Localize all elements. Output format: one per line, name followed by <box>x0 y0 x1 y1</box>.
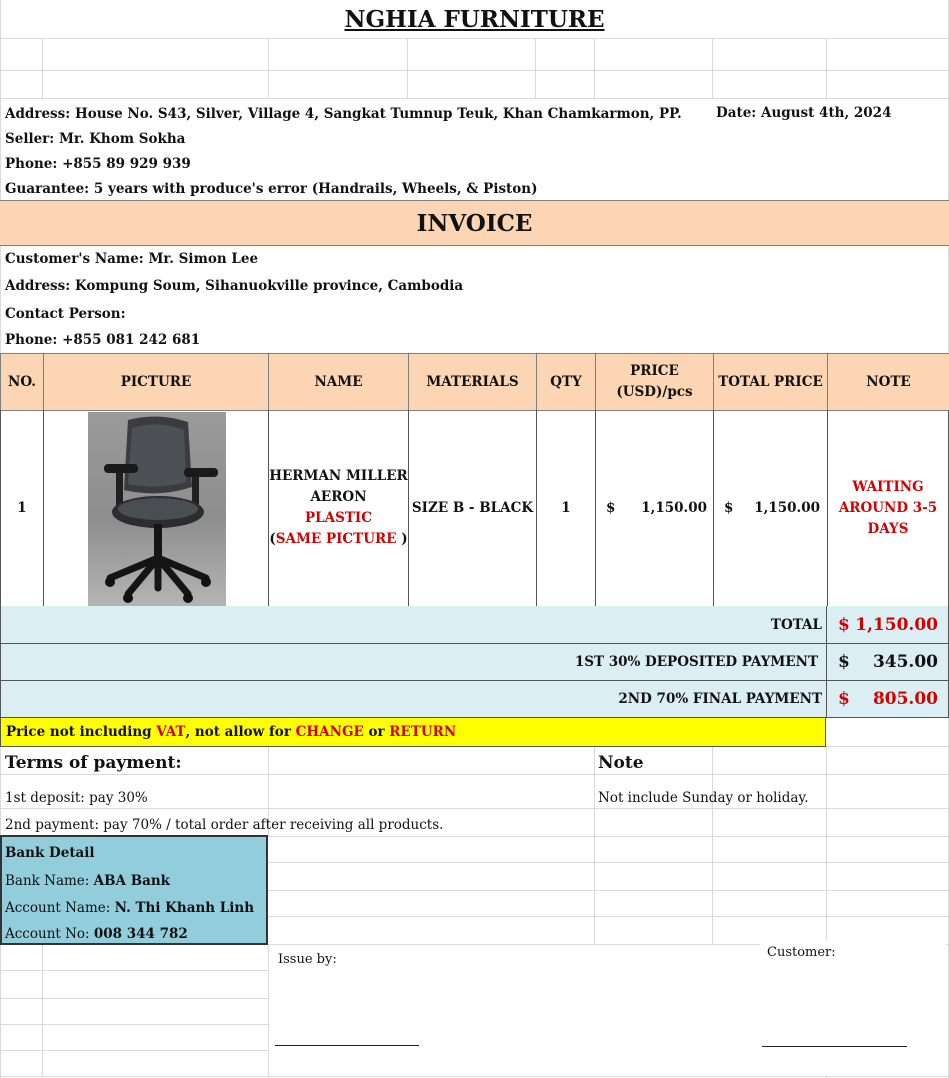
total-amount <box>828 606 948 643</box>
address-value: House No. S43, Silver, Village 4, Sangkat Tumnup Teuk, Khan Chamkarmon, PP. <box>74 106 682 122</box>
customer-name-value: Mr. Simon Lee <box>148 251 259 267</box>
header-picture: PICTURE <box>44 354 269 410</box>
contact-person-label: Contact Person: <box>5 306 126 322</box>
seller-address <box>5 106 682 122</box>
price-currency: $ <box>606 500 616 516</box>
note-line3: DAYS <box>867 520 909 537</box>
row-name <box>269 410 409 606</box>
customer-address-label: Address: <box>5 278 71 294</box>
customer-name <box>5 251 258 267</box>
customer-name-label: Customer's Name: <box>5 251 144 267</box>
company-title: NGHIA FURNITURE <box>344 6 605 33</box>
final-amount <box>828 681 948 717</box>
total-label: TOTAL <box>1 606 827 643</box>
deposit-currency: $ <box>838 652 850 672</box>
product-material-note: PLASTIC <box>305 510 372 526</box>
phone-value: +855 89 929 939 <box>62 156 191 172</box>
terms-line1: 1st deposit: pay 30% <box>5 790 148 806</box>
customer-phone-value: +855 081 242 681 <box>62 332 201 348</box>
product-picture-note <box>269 529 407 550</box>
note-title: Note <box>598 753 644 773</box>
guarantee <box>5 181 538 197</box>
note-text: Not include Sunday or holiday. <box>598 790 809 806</box>
total-amount-currency: $ <box>838 614 850 635</box>
chair-photo <box>88 412 226 606</box>
customer-phone-label: Phone: <box>5 332 58 348</box>
row-picture-cell <box>44 410 269 606</box>
deposit-label: 1ST 30% DEPOSITED PAYMENT <box>1 644 827 680</box>
customer-phone <box>5 332 200 348</box>
header-price-line2: (USD)/pcs <box>616 384 693 400</box>
bank-name-label: Bank Name: <box>5 873 90 889</box>
invoice-date <box>716 105 891 121</box>
seller-label: Seller: <box>5 131 55 147</box>
account-name-value: N. Thi Khanh Linh <box>114 900 255 916</box>
address-label: Address: <box>5 106 71 122</box>
vat-notice <box>0 717 826 747</box>
row-price <box>596 410 714 606</box>
customer-address <box>5 278 463 294</box>
seller-value: Mr. Khom Sokha <box>58 131 186 147</box>
product-name-line2: AERON <box>310 489 367 505</box>
vat-text-return: RETURN <box>389 724 457 740</box>
header-price-line1: PRICE <box>630 363 679 379</box>
table-header <box>0 353 949 411</box>
invoice-banner <box>0 200 949 246</box>
summary-total-row <box>0 606 949 644</box>
row-qty: 1 <box>537 410 596 606</box>
total-value: 1,150.00 <box>754 500 820 516</box>
invoice-title: INVOICE <box>416 209 533 237</box>
bank-title: Bank Detail <box>5 845 95 861</box>
customer-signature-line <box>762 1046 907 1047</box>
deposit-value: 345.00 <box>872 652 938 672</box>
bank-account-no <box>5 926 188 942</box>
row-no: 1 <box>1 410 44 606</box>
row-materials: SIZE B - BLACK <box>409 410 537 606</box>
vat-text-1: Price not including <box>6 724 157 740</box>
row-note <box>828 410 949 606</box>
vat-text-change: CHANGE <box>295 724 364 740</box>
summary-deposit-row <box>0 643 949 681</box>
total-amount-value: 1,150.00 <box>855 614 938 635</box>
summary-final-row <box>0 680 949 718</box>
final-currency: $ <box>838 689 850 709</box>
vat-text-2: , not allow for <box>185 724 296 740</box>
issue-by-label: Issue by: <box>278 952 337 967</box>
guarantee-value: 5 years with produce's error (Handrails, Wheels, & Piston) <box>93 181 538 197</box>
contact-person <box>5 306 126 322</box>
price-value: 1,150.00 <box>641 500 707 516</box>
seller-name <box>5 131 185 147</box>
terms-line2: 2nd payment: pay 70% / total order after receiving all products. <box>5 817 444 833</box>
issue-by-signature-line <box>275 1045 419 1046</box>
header-no: NO. <box>1 354 44 410</box>
guarantee-label: Guarantee: <box>5 181 90 197</box>
vat-text-vat: VAT <box>156 724 186 740</box>
bank-detail-box <box>0 835 268 945</box>
date-label: Date: <box>716 105 757 121</box>
header-qty: QTY <box>537 354 596 410</box>
date-value: August 4th, 2024 <box>760 105 892 121</box>
total-currency: $ <box>724 500 734 516</box>
same-picture-text: SAME PICTURE <box>275 531 397 547</box>
note-line2: AROUND 3-5 <box>838 499 938 516</box>
final-value: 805.00 <box>872 689 938 709</box>
note-line1: WAITING <box>852 478 924 495</box>
vat-text-3: or <box>363 724 390 740</box>
table-row <box>0 410 949 607</box>
phone-label: Phone: <box>5 156 58 172</box>
deposit-amount <box>828 644 948 680</box>
account-no-value: 008 344 782 <box>93 926 188 942</box>
customer-sign-label: Customer: <box>767 945 836 960</box>
header-name: NAME <box>269 354 409 410</box>
bank-name <box>5 873 170 889</box>
header-materials: MATERIALS <box>409 354 537 410</box>
bank-name-value: ABA Bank <box>93 873 171 889</box>
customer-address-value: Kompung Soum, Sihanuokville province, Cambodia <box>74 278 464 294</box>
paren-close: ) <box>396 531 408 547</box>
paren-open: ( <box>269 531 276 547</box>
account-name-label: Account Name: <box>5 900 111 916</box>
header-note: NOTE <box>866 374 911 390</box>
office-chair-icon <box>88 412 226 606</box>
header-total-price: TOTAL PRICE <box>714 354 828 410</box>
terms-title: Terms of payment: <box>5 753 182 773</box>
header-price <box>596 354 714 410</box>
product-name-line1: HERMAN MILLER <box>269 468 408 484</box>
account-no-label: Account No: <box>5 926 90 942</box>
seller-phone <box>5 156 191 172</box>
bank-account-name <box>5 900 254 916</box>
final-label: 2ND 70% FINAL PAYMENT <box>1 681 827 717</box>
row-total <box>714 410 828 606</box>
